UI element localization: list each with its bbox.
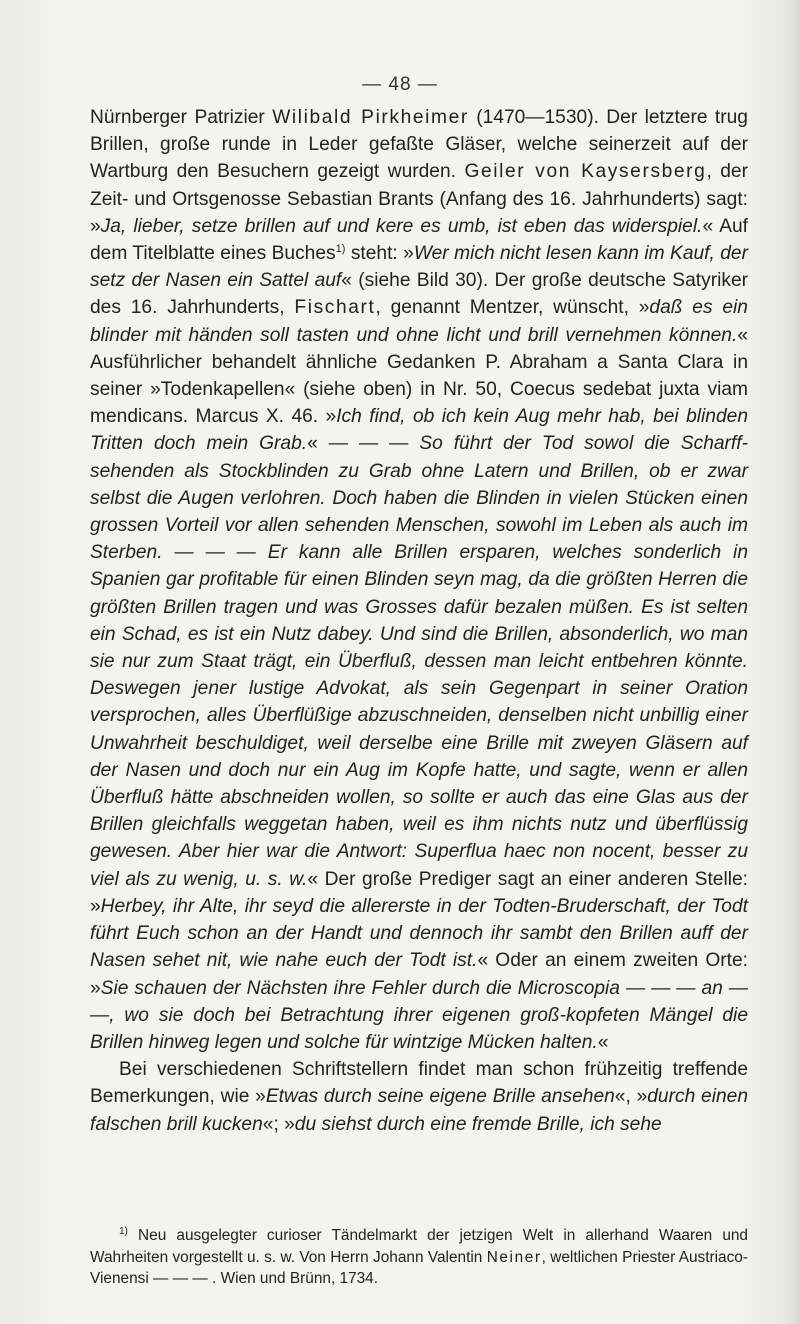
text-run: « — [307, 433, 329, 455]
italic-quote: Ja, lieber, setze brillen auf und kere es umb, ist eben das widerspiel. — [100, 215, 703, 237]
text-run: Neu ausgelegter curioser Tändelmarkt der jetzigen Welt in allerhand Waaren und Wahrheiten vorgestellt u. s. w. Von Herrn Johann Valentin — [90, 1227, 748, 1266]
text-run: , genannt Mentzer, wünscht, » — [375, 297, 650, 319]
text-run: Bei verschiedenen Schriftstellern findet man schon frühzeitig treffende Bemerkungen, wie » — [90, 1059, 748, 1108]
italic-quote: Ich find, ob ich kein Aug mehr hab, bei blinden Tritten doch mein Grab. — [90, 406, 748, 455]
paragraph — [90, 1056, 748, 1138]
footnote-mark: 1) — [119, 1226, 128, 1237]
text-run: (1470—1530). Der letztere trug Brillen, große runde in Leder gefaßte Gläser, welche seinerzeit auf der Wartburg den Besuchern gezeigt wurden. — [90, 107, 748, 183]
text-run: , weltlichen Priester Austriaco-Vienensi — — — . Wien und Brünn, 1734. — [90, 1248, 748, 1288]
text-run: « (siehe Bild 30). Der große deutsche Satyriker des 16. Jahrhunderts, — [90, 270, 749, 319]
footnote — [90, 1225, 748, 1290]
body-text — [90, 104, 748, 1138]
italic-quote: durch einen falschen brill kucken — [90, 1086, 748, 1135]
spaced-name: Geiler von Kaysersberg — [464, 161, 707, 183]
text-run: «, » — [614, 1086, 648, 1108]
italic-quote: Herbey, ihr Alte, ihr seyd die allererste in der Todten-Bruderschaft, der Todt führt Euch schon an der Handt und dennoch ihr sambt den Brillen auff der Nasen sehet nit, wie nahe euch der Todt ist. — [90, 895, 748, 972]
italic-quote: — — — So führt der Tod sowol die Scharff-sehenden als Stockblinden zu Grab ohne Latern und Brillen, ob er zwar selbst die Augen verlohren. Doch haben die Blinden in vielen Stücken einen grossen Vorteil vor allen sehenden Menschen, sowohl im Leben als auch im Sterben. — — — Er kann alle Brillen ersparen, welches sonderlich in Spanien gar profitable für einen Blinden seyn mag, da die größten Herren die größten Brillen tragen und was Grosses dafür bezalen müßen. Es ist selten ein Schad, es ist ein Nutz dabey. Und sind die Brillen, absonderlich, wo man sie nur zum Staat trägt, ein Überfluß, dessen man leicht entbehren könnte. Deswegen jener lustige Advokat, als sein Gegenpart in seiner Oration versprochen, alles Überflüßige abzuschneiden, denselben nicht unbillig einer Unwahrheit beschuldiget, weil derselbe eine Brille mit zweyen Gläsern auf der Nasen und doch nur ein Aug im Kopfe hatte, und sagte, wenn er allen Überfluß hätte abschneiden wollen, so sollte er auch das eine Glas aus der Brillen gleichfalls weggetan haben, weil es ihm nichts nutz und überflüssig gewesen. Aber hier war die Antwort: Superflua haec non nocent, besser zu viel als zu wenig, u. s. w. — [90, 433, 748, 890]
spaced-name: Wilibald Pirkheimer — [272, 107, 469, 128]
italic-quote: Sie schauen der Nächsten ihre Fehler durch die Microscopia — — — an — —, wo sie doch bei Betrachtung ihrer eigenen groß-kopfeten Mängel die Brillen hinweg legen und solche für wintzige Mücken halten. — [90, 977, 748, 1053]
italic-quote: daß es ein blinder mit händen soll tasten und ohne licht und brill vernehmen können. — [90, 297, 748, 346]
footnote-paragraph — [90, 1225, 748, 1290]
spaced-name: Fischart — [294, 297, 376, 319]
spaced-name: Neiner — [486, 1248, 542, 1266]
text-run: « Auf dem Titelblatte eines Buches — [90, 215, 748, 265]
text-run: «; » — [262, 1113, 295, 1135]
text-run: steht: » — [345, 243, 414, 265]
italic-quote: du siehst durch eine fremde Brille, ich sehe — [294, 1113, 662, 1135]
text-run: , der Zeit- und Ortsgenosse Sebastian Brants (Anfang des 16. Jahrhunderts) sagt: » — [90, 161, 748, 237]
italic-quote: Wer mich nicht lesen kann im Kauf, der setz der Nasen ein Sattel auf — [90, 243, 748, 292]
footnote-reference: 1) — [335, 243, 346, 256]
page-number: — 48 — — [362, 74, 438, 95]
page-edge-shadow — [786, 0, 800, 1324]
text-run: « Der große Prediger sagt an einer anderen Stelle: » — [90, 868, 748, 917]
text-run: « — [597, 1031, 609, 1053]
text-run: « Ausführlicher behandelt ähnliche Gedanken P. Abraham a Santa Clara in seiner »Todenkapellen« (siehe oben) in Nr. 50, Coecus sedebat juxta viam mendicans. Marcus X. 46. » — [90, 324, 748, 428]
text-run: Nürnberger Patrizier — [90, 107, 273, 128]
italic-quote: Etwas durch seine eigene Brille ansehen — [265, 1086, 615, 1108]
text-run: « Oder an einem zweiten Orte: » — [90, 950, 748, 999]
paragraph — [90, 104, 748, 1056]
